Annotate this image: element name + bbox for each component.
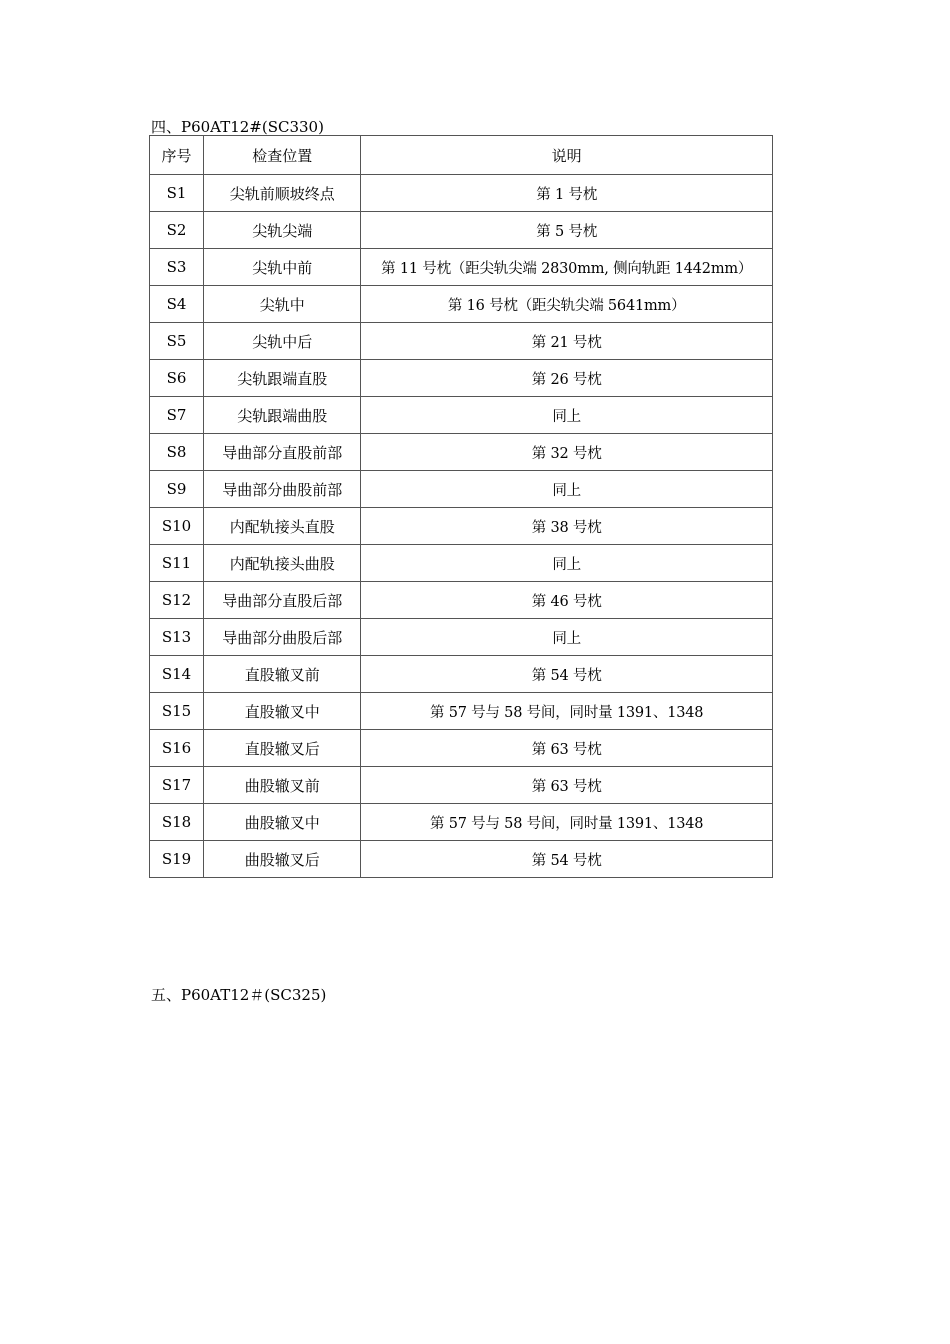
cell-position: 直股辙叉前 xyxy=(204,656,361,693)
table-row xyxy=(150,619,773,656)
cell-no: S11 xyxy=(150,545,204,582)
cell-description: 同上 xyxy=(361,545,773,582)
cell-no: S3 xyxy=(150,249,204,286)
table-row xyxy=(150,693,773,730)
table-row xyxy=(150,323,773,360)
table-row xyxy=(150,360,773,397)
section-4-heading: 四、P60AT12#(SC330) xyxy=(151,118,324,136)
cell-no: S15 xyxy=(150,693,204,730)
table-row xyxy=(150,175,773,212)
cell-no: S19 xyxy=(150,841,204,878)
cell-no: S7 xyxy=(150,397,204,434)
table-row xyxy=(150,804,773,841)
cell-description: 第 57 号与 58 号间，同时量 1391、1348 xyxy=(361,804,773,841)
cell-description: 第 63 号枕 xyxy=(361,730,773,767)
cell-no: S12 xyxy=(150,582,204,619)
cell-no: S4 xyxy=(150,286,204,323)
table-row xyxy=(150,841,773,878)
cell-description: 第 1 号枕 xyxy=(361,175,773,212)
cell-description: 第 11 号枕（距尖轨尖端 2830mm, 侧向轨距 1442mm） xyxy=(361,249,773,286)
cell-position: 尖轨中 xyxy=(204,286,361,323)
cell-position: 内配轨接头曲股 xyxy=(204,545,361,582)
cell-position: 曲股辙叉前 xyxy=(204,767,361,804)
cell-no: S9 xyxy=(150,471,204,508)
cell-description: 第 54 号枕 xyxy=(361,841,773,878)
table-row xyxy=(150,582,773,619)
cell-description: 同上 xyxy=(361,619,773,656)
cell-position: 导曲部分曲股后部 xyxy=(204,619,361,656)
cell-no: S6 xyxy=(150,360,204,397)
table-row xyxy=(150,730,773,767)
cell-position: 尖轨中后 xyxy=(204,323,361,360)
cell-description: 第 57 号与 58 号间，同时量 1391、1348 xyxy=(361,693,773,730)
cell-no: S16 xyxy=(150,730,204,767)
cell-no: S13 xyxy=(150,619,204,656)
cell-description: 第 54 号枕 xyxy=(361,656,773,693)
cell-position: 尖轨尖端 xyxy=(204,212,361,249)
cell-position: 曲股辙叉后 xyxy=(204,841,361,878)
cell-no: S1 xyxy=(150,175,204,212)
column-header-description: 说明 xyxy=(361,136,773,175)
table-header-row xyxy=(150,136,773,175)
column-header-position: 检查位置 xyxy=(204,136,361,175)
cell-description: 第 5 号枕 xyxy=(361,212,773,249)
cell-description: 第 26 号枕 xyxy=(361,360,773,397)
table-row xyxy=(150,212,773,249)
cell-description: 同上 xyxy=(361,397,773,434)
table-row xyxy=(150,286,773,323)
cell-position: 导曲部分直股后部 xyxy=(204,582,361,619)
cell-position: 直股辙叉后 xyxy=(204,730,361,767)
cell-position: 曲股辙叉中 xyxy=(204,804,361,841)
cell-description: 第 32 号枕 xyxy=(361,434,773,471)
cell-description: 第 16 号枕（距尖轨尖端 5641mm） xyxy=(361,286,773,323)
table-row xyxy=(150,471,773,508)
table-row xyxy=(150,545,773,582)
cell-no: S18 xyxy=(150,804,204,841)
cell-description: 第 38 号枕 xyxy=(361,508,773,545)
section-5-heading: 五、P60AT12＃(SC325) xyxy=(151,986,327,1004)
cell-description: 第 63 号枕 xyxy=(361,767,773,804)
cell-position: 尖轨前顺坡终点 xyxy=(204,175,361,212)
cell-description: 第 46 号枕 xyxy=(361,582,773,619)
cell-description: 第 21 号枕 xyxy=(361,323,773,360)
cell-position: 导曲部分曲股前部 xyxy=(204,471,361,508)
cell-no: S14 xyxy=(150,656,204,693)
table-row xyxy=(150,656,773,693)
table-body xyxy=(150,175,773,878)
cell-position: 尖轨中前 xyxy=(204,249,361,286)
table-row xyxy=(150,434,773,471)
cell-position: 尖轨跟端直股 xyxy=(204,360,361,397)
cell-position: 内配轨接头直股 xyxy=(204,508,361,545)
table-row xyxy=(150,508,773,545)
cell-description: 同上 xyxy=(361,471,773,508)
cell-position: 导曲部分直股前部 xyxy=(204,434,361,471)
cell-no: S8 xyxy=(150,434,204,471)
cell-no: S10 xyxy=(150,508,204,545)
table-row xyxy=(150,397,773,434)
cell-position: 直股辙叉中 xyxy=(204,693,361,730)
cell-no: S2 xyxy=(150,212,204,249)
table-row xyxy=(150,767,773,804)
table-row xyxy=(150,249,773,286)
cell-no: S17 xyxy=(150,767,204,804)
cell-no: S5 xyxy=(150,323,204,360)
inspection-table xyxy=(149,135,773,878)
column-header-no: 序号 xyxy=(150,136,204,175)
cell-position: 尖轨跟端曲股 xyxy=(204,397,361,434)
